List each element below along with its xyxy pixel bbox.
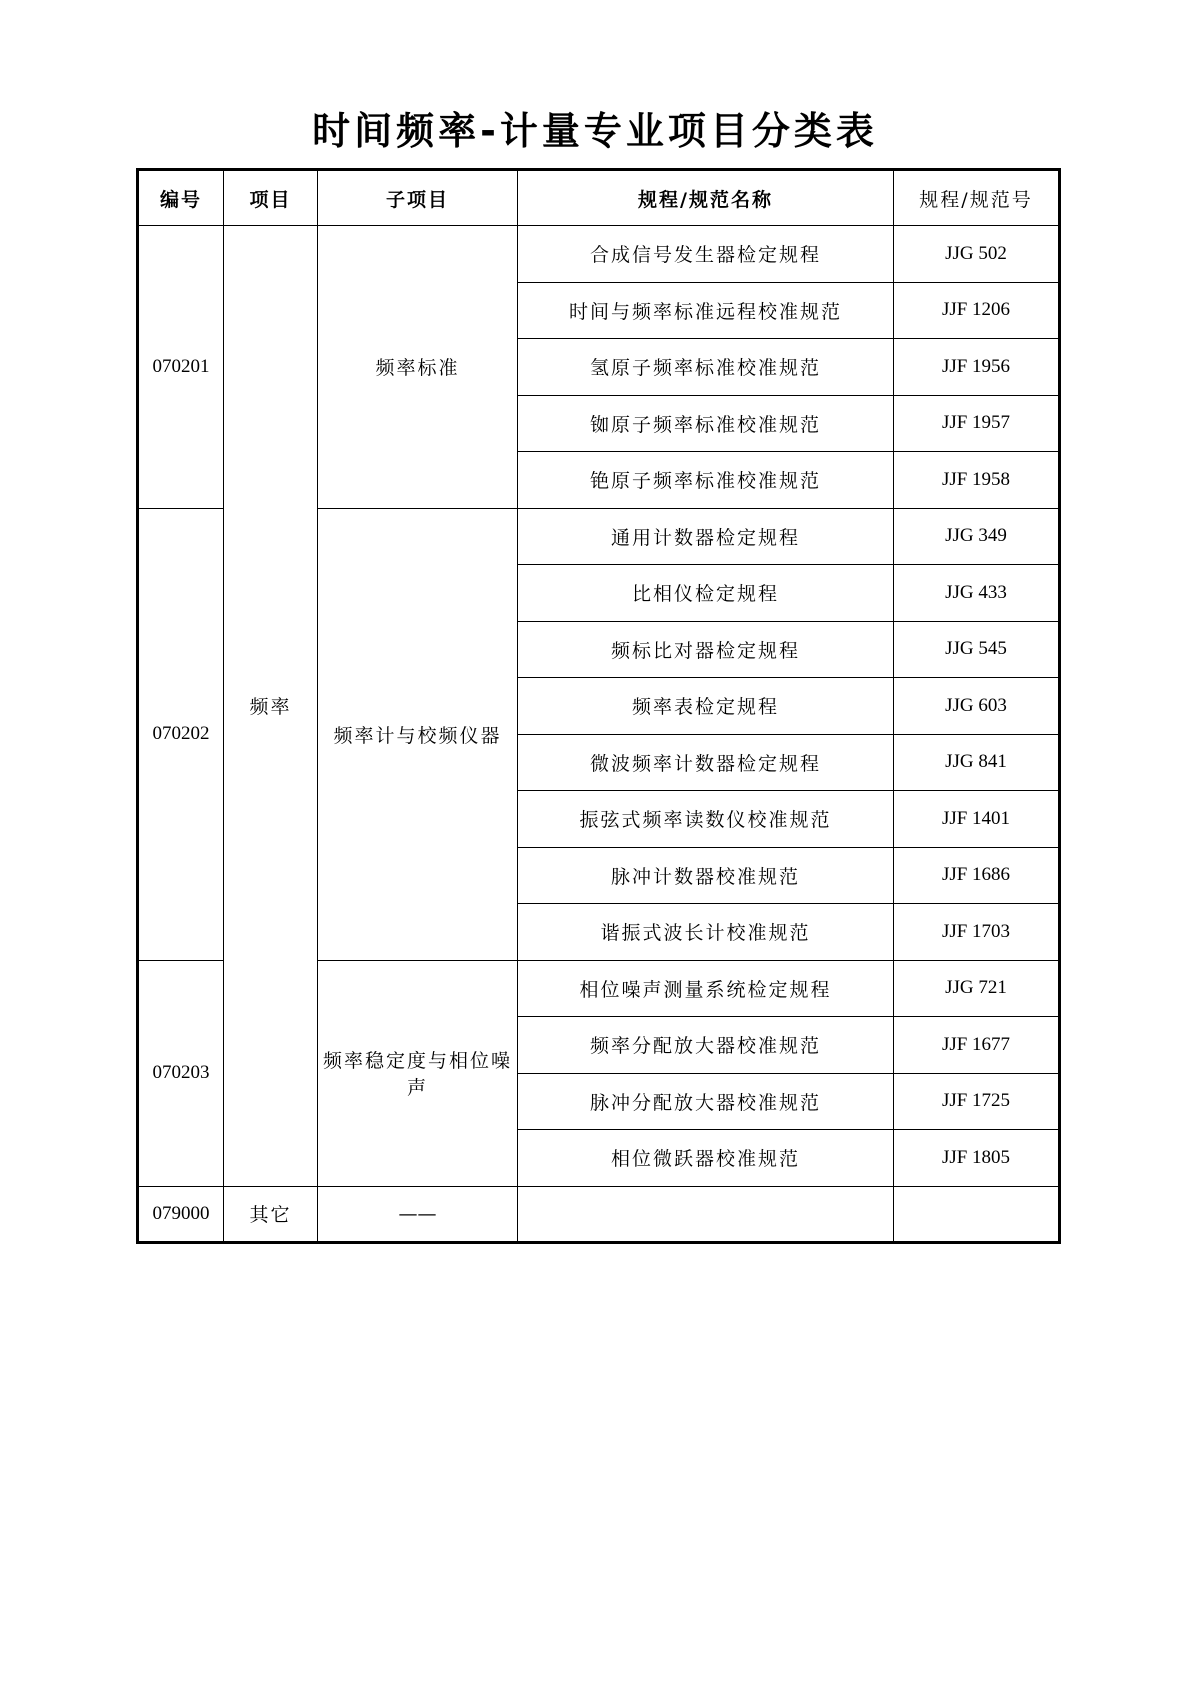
group-subitem: 频率稳定度与相位噪声	[318, 960, 518, 1186]
spec-number: JJG 603	[894, 678, 1060, 735]
page-title: 时间频率-计量专业项目分类表	[312, 109, 878, 153]
group-code: 070202	[138, 508, 224, 960]
group-code: 070203	[138, 960, 224, 1186]
group-subitem: 频率计与校频仪器	[318, 508, 518, 960]
header-subitem: 子项目	[318, 170, 518, 226]
header-item: 项目	[224, 170, 318, 226]
spec-name: 相位噪声测量系统检定规程	[518, 960, 894, 1017]
other-subitem	[318, 1186, 518, 1243]
spec-name: 频率表检定规程	[518, 678, 894, 735]
spec-number: JJF 1725	[894, 1073, 1060, 1130]
spec-name: 频标比对器检定规程	[518, 621, 894, 678]
spec-name: 脉冲计数器校准规范	[518, 847, 894, 904]
header-code: 编号	[138, 170, 224, 226]
table-row-other	[138, 1186, 1060, 1243]
classification-table	[136, 168, 1061, 1244]
header-spec-no: 规程/规范号	[894, 170, 1060, 226]
spec-name: 脉冲分配放大器校准规范	[518, 1073, 894, 1130]
spec-number: JJF 1677	[894, 1017, 1060, 1074]
other-spec-name	[518, 1186, 894, 1243]
spec-name: 铷原子频率标准校准规范	[518, 395, 894, 452]
spec-number: JJF 1805	[894, 1130, 1060, 1187]
group-code: 070201	[138, 226, 224, 509]
spec-name: 铯原子频率标准校准规范	[518, 452, 894, 509]
spec-name: 氢原子频率标准校准规范	[518, 339, 894, 396]
spec-name: 合成信号发生器检定规程	[518, 226, 894, 283]
spec-name: 比相仪检定规程	[518, 565, 894, 622]
spec-number: JJF 1956	[894, 339, 1060, 396]
other-spec-number	[894, 1186, 1060, 1243]
other-item: 其它	[224, 1186, 318, 1243]
header-spec-name: 规程/规范名称	[518, 170, 894, 226]
spec-number: JJG 841	[894, 734, 1060, 791]
other-subitem-dash: ——	[398, 1202, 437, 1225]
spec-name: 时间与频率标准远程校准规范	[518, 282, 894, 339]
spec-number: JJF 1401	[894, 791, 1060, 848]
item-frequency: 频率	[224, 226, 318, 1187]
spec-name: 振弦式频率读数仪校准规范	[518, 791, 894, 848]
header-row	[138, 170, 1060, 226]
spec-number: JJF 1957	[894, 395, 1060, 452]
spec-number: JJG 545	[894, 621, 1060, 678]
spec-name: 通用计数器检定规程	[518, 508, 894, 565]
spec-number: JJG 502	[894, 226, 1060, 283]
spec-number: JJG 433	[894, 565, 1060, 622]
spec-number: JJF 1206	[894, 282, 1060, 339]
group-subitem: 频率标准	[318, 226, 518, 509]
spec-name: 谐振式波长计校准规范	[518, 904, 894, 961]
spec-name: 相位微跃器校准规范	[518, 1130, 894, 1187]
spec-number: JJF 1703	[894, 904, 1060, 961]
spec-number: JJG 721	[894, 960, 1060, 1017]
spec-number: JJF 1958	[894, 452, 1060, 509]
spec-name: 频率分配放大器校准规范	[518, 1017, 894, 1074]
spec-number: JJF 1686	[894, 847, 1060, 904]
other-code: 079000	[138, 1186, 224, 1243]
table-row	[138, 226, 1060, 283]
spec-number: JJG 349	[894, 508, 1060, 565]
spec-name: 微波频率计数器检定规程	[518, 734, 894, 791]
